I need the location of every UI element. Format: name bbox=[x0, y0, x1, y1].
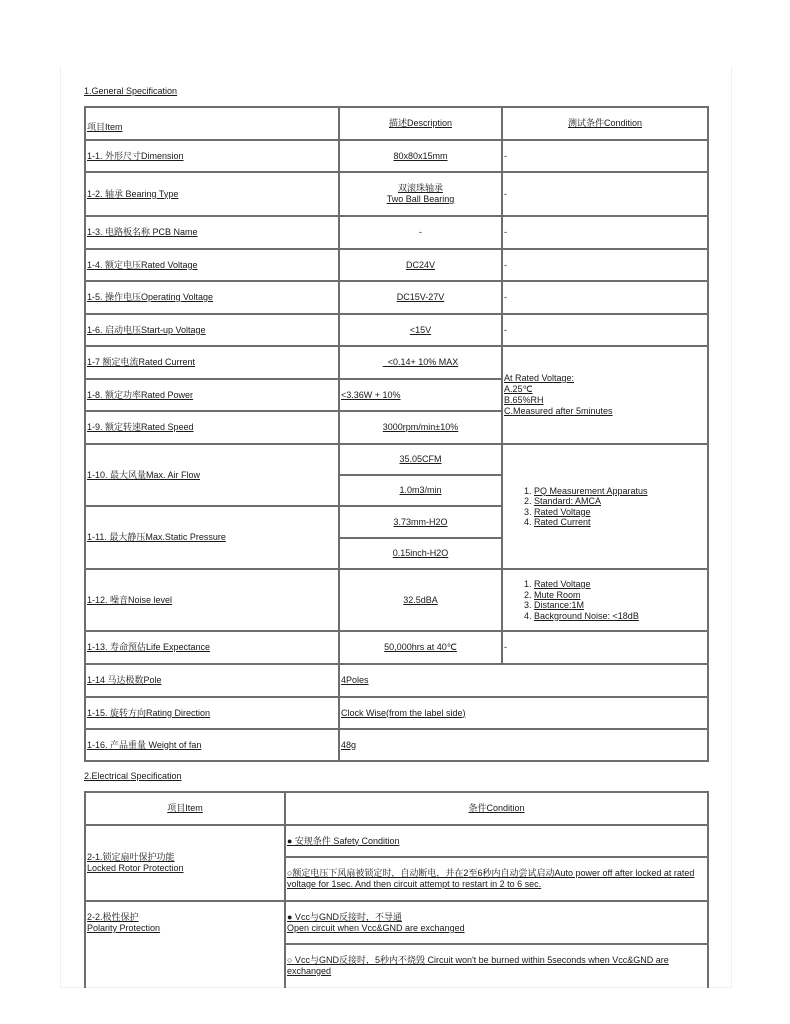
item-text: 1-1. 外形尺寸Dimension bbox=[87, 150, 184, 161]
table-row bbox=[85, 569, 708, 631]
description-text: 1.0m3/min bbox=[399, 485, 442, 495]
item-text: 1-5. 操作电压Operating Voltage bbox=[87, 292, 214, 302]
item-text: 1-9. 额定转速Rated Speed bbox=[87, 422, 194, 432]
row-item bbox=[85, 249, 339, 281]
description-text: <3.36W + 10% bbox=[341, 389, 401, 400]
item-text: 1-4. 额定电压Rated Voltage bbox=[87, 259, 198, 270]
row-description bbox=[339, 249, 502, 281]
condition-text: - bbox=[504, 150, 507, 161]
item-text: 1-6. 启动电压Start-up Voltage bbox=[87, 324, 206, 335]
item-text: 1-15. 旋转方向Rating Direction bbox=[87, 707, 211, 718]
row-description bbox=[339, 475, 502, 506]
header-condition bbox=[285, 792, 708, 825]
row-description bbox=[339, 379, 502, 411]
row-condition bbox=[285, 825, 708, 857]
condition-line: Rated Voltage bbox=[534, 579, 591, 589]
row-condition bbox=[502, 314, 708, 346]
header-item bbox=[85, 107, 339, 140]
condition-line: Rated Voltage bbox=[534, 506, 591, 517]
header-description bbox=[339, 107, 502, 140]
noise-condition-list bbox=[504, 579, 706, 621]
table-header-row bbox=[85, 792, 708, 825]
condition-line: Distance:1M bbox=[534, 600, 585, 610]
table-row bbox=[85, 216, 708, 249]
row-condition bbox=[502, 249, 708, 281]
row-description bbox=[339, 281, 502, 314]
list-item bbox=[534, 611, 706, 622]
condition-cn-text: ● Vcc与GND反接时，不导通 bbox=[287, 911, 402, 922]
item-text: 1-3. 电路板名称 PCB Name bbox=[87, 227, 198, 237]
condition-line: Rated Current bbox=[534, 517, 591, 527]
item-text: 1-14 马达极数Pole bbox=[87, 675, 162, 685]
condition-text: - bbox=[504, 227, 507, 237]
section-title-general: 1.General Specification bbox=[84, 86, 178, 96]
section-title-electrical: 2.Electrical Specification bbox=[84, 771, 182, 781]
electrical-spec-table bbox=[84, 791, 709, 1005]
row-item bbox=[85, 631, 339, 664]
description-text: <15V bbox=[409, 324, 432, 335]
row-condition bbox=[502, 216, 708, 249]
description-text: DC24V bbox=[405, 259, 435, 270]
row-item bbox=[85, 825, 285, 901]
row-description bbox=[339, 216, 502, 249]
item-text: 1-11. 最大静压Max.Static Pressure bbox=[87, 532, 226, 542]
row-condition bbox=[285, 857, 708, 901]
row-item bbox=[85, 697, 339, 729]
condition-line: PQ Measurement Apparatus bbox=[534, 485, 648, 496]
description-text: Two Ball Bearing bbox=[386, 194, 455, 204]
item-cn-text: 2-2.极性保护 bbox=[87, 912, 139, 922]
row-item bbox=[85, 729, 339, 761]
header-condition-text: 条件Condition bbox=[468, 803, 525, 813]
row-condition bbox=[285, 901, 708, 944]
condition-line: Mute Room bbox=[534, 589, 581, 600]
general-spec-table bbox=[84, 106, 709, 762]
table-row bbox=[85, 172, 708, 216]
row-condition bbox=[502, 281, 708, 314]
header-item bbox=[85, 792, 285, 825]
header-condition bbox=[502, 107, 708, 140]
row-item bbox=[85, 444, 339, 506]
condition-text: - bbox=[504, 324, 507, 335]
item-cn-text: 2-1.锁定扇叶保护功能 bbox=[87, 852, 175, 862]
description-text: 50,000hrs at 40℃ bbox=[384, 642, 457, 652]
list-item bbox=[534, 507, 706, 518]
condition-line: C.Measured after 5minutes bbox=[504, 406, 613, 416]
row-description bbox=[339, 411, 502, 444]
row-item bbox=[85, 346, 339, 379]
list-item bbox=[534, 579, 706, 590]
row-item bbox=[85, 314, 339, 346]
description-text: 0.15inch-H2O bbox=[392, 548, 449, 558]
table-row bbox=[85, 314, 708, 346]
table-row bbox=[85, 346, 708, 379]
header-condition-text: 测试条件Condition bbox=[567, 118, 643, 128]
row-item bbox=[85, 506, 339, 569]
table-header-row bbox=[85, 107, 708, 140]
row-item bbox=[85, 281, 339, 314]
noise-condition-cell bbox=[502, 569, 708, 631]
description-text: 32.5dBA bbox=[403, 594, 438, 605]
item-text: 1-7 额定电流Rated Current bbox=[87, 357, 196, 367]
list-item bbox=[534, 600, 706, 611]
table-row bbox=[85, 249, 708, 281]
row-description bbox=[339, 729, 708, 761]
row-description bbox=[339, 697, 708, 729]
table-row bbox=[85, 444, 708, 475]
list-item bbox=[534, 496, 706, 507]
pq-condition-cell bbox=[502, 444, 708, 569]
table-row bbox=[85, 140, 708, 172]
description-text: 80x80x15mm bbox=[393, 150, 448, 161]
condition-text: - bbox=[504, 188, 507, 199]
condition-line: B.65%RH bbox=[504, 395, 544, 405]
condition-line: A.25℃ bbox=[504, 384, 533, 394]
description-text: Clock Wise(from the label side) bbox=[341, 707, 466, 718]
row-description bbox=[339, 314, 502, 346]
item-text: 1-10. 最大风量Max. Air Flow bbox=[87, 469, 201, 480]
condition-line: Background Noise: <18dB bbox=[534, 610, 639, 621]
condition-text: - bbox=[504, 642, 507, 652]
condition-text: ● 安规条件 Safety Condition bbox=[287, 835, 400, 846]
table-row bbox=[85, 825, 708, 857]
rated-condition-cell bbox=[502, 346, 708, 444]
row-item bbox=[85, 411, 339, 444]
header-item-text: 项目Item bbox=[167, 803, 203, 813]
row-description bbox=[339, 569, 502, 631]
description-text: <0.14+ 10% MAX bbox=[382, 357, 459, 367]
row-item bbox=[85, 140, 339, 172]
item-text: 1-16. 产品重量 Weight of fan bbox=[87, 739, 202, 750]
row-description bbox=[339, 538, 502, 569]
table-row bbox=[85, 631, 708, 664]
condition-text: ○ Vcc与GND反接时，5秒内不烧毁 Circuit won't be burned within 5seconds when Vcc&GND are exchanged bbox=[287, 955, 669, 976]
description-text: - bbox=[419, 227, 422, 237]
item-en-text: Polarity Protection bbox=[87, 923, 161, 933]
list-item bbox=[534, 517, 706, 528]
description-text: 4Poles bbox=[341, 675, 369, 685]
list-item bbox=[534, 590, 706, 601]
row-description bbox=[339, 346, 502, 379]
description-text: 35.05CFM bbox=[399, 454, 442, 464]
description-text: 48g bbox=[341, 739, 357, 750]
item-text: 1-8. 额定功率Rated Power bbox=[87, 389, 194, 400]
row-description bbox=[339, 506, 502, 538]
row-condition bbox=[502, 140, 708, 172]
row-description bbox=[339, 631, 502, 664]
row-item bbox=[85, 379, 339, 411]
pq-condition-list bbox=[504, 486, 706, 528]
list-item bbox=[534, 486, 706, 497]
condition-text: - bbox=[504, 292, 507, 302]
item-text: 1-2. 轴承 Bearing Type bbox=[87, 188, 179, 199]
condition-text: ○额定电压下风扇被锁定时，自动断电，并在2至6秒内自动尝试启动Auto power off after locked at rated voltage for 1sec. And then circuit attempt to restart in 2 to 6 sec. bbox=[287, 868, 695, 889]
table-row bbox=[85, 697, 708, 729]
row-description bbox=[339, 172, 502, 216]
row-item bbox=[85, 569, 339, 631]
condition-line: At Rated Voltage: bbox=[504, 373, 575, 383]
header-description-text: 描述Description bbox=[388, 118, 453, 128]
condition-en-text: Open circuit when Vcc&GND are exchanged bbox=[287, 922, 465, 933]
description-cn-text: 双滚珠轴承 bbox=[397, 183, 443, 193]
item-text: 1-12. 噪音Noise level bbox=[87, 594, 173, 605]
row-description bbox=[339, 140, 502, 172]
table-row bbox=[85, 901, 708, 944]
header-item-text: 项目Item bbox=[87, 122, 123, 132]
table-row bbox=[85, 281, 708, 314]
row-item bbox=[85, 172, 339, 216]
row-description bbox=[339, 664, 708, 697]
row-item bbox=[85, 216, 339, 249]
description-text: 3.73mm-H2O bbox=[393, 516, 448, 527]
row-condition bbox=[502, 172, 708, 216]
page-bottom-mask bbox=[60, 988, 790, 1024]
item-text: 1-13. 寿命预估Life Expectance bbox=[87, 642, 211, 652]
item-en-text: Locked Rotor Protection bbox=[87, 863, 184, 873]
description-text: 3000rpm/min±10% bbox=[382, 422, 459, 432]
row-item bbox=[85, 664, 339, 697]
condition-line: Standard: AMCA bbox=[534, 496, 602, 506]
table-row bbox=[85, 664, 708, 697]
table-row bbox=[85, 729, 708, 761]
row-description bbox=[339, 444, 502, 475]
row-condition bbox=[502, 631, 708, 664]
condition-text: - bbox=[504, 259, 507, 270]
description-text: DC15V-27V bbox=[396, 292, 445, 302]
